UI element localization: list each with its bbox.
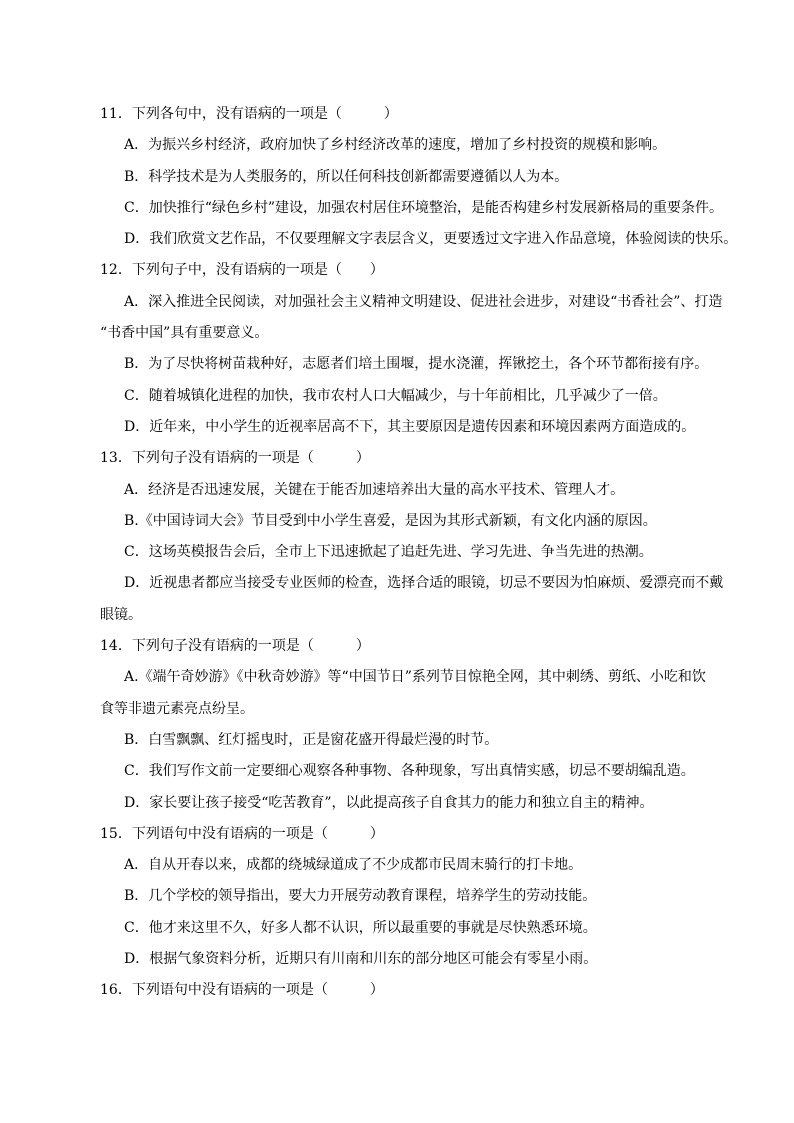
answer-option: A．为振兴乡村经济，政府加快了乡村经济改革的速度，增加了乡村投资的规模和影响。	[124, 137, 667, 154]
answer-option: C．我们写作文前一定要细心观察各种事物、各种现象，写出真情实感，切忌不要胡编乱造。	[124, 763, 695, 780]
answer-option: A．自从开春以来，成都的绕城绿道成了不少成都市民周末骑行的打卡地。	[124, 857, 583, 874]
answer-option: A．经济是否迅速发展，关键在于能否加速培养出大量的高水平技术、管理人才。	[124, 481, 625, 498]
answer-option: D．近年来，中小学生的近视率居高不下，其主要原因是遗传因素和环境因素两方面造成的。	[124, 418, 696, 435]
answer-option: C．随着城镇化进程的加快，我市农村人口大幅减少，与十年前相比，几乎减少了一倍。	[124, 387, 667, 404]
answer-option-continuation: 食等非遗元素亮点纷呈。	[100, 700, 254, 717]
question-block	[100, 255, 725, 443]
answer-option: D．根据气象资料分析，近期只有川南和川东的部分地区可能会有零星小雨。	[124, 951, 598, 968]
answer-option: B．几个学校的领导指出，要大力开展劳动教育课程，培养学生的劳动技能。	[124, 888, 597, 905]
question-block	[100, 819, 725, 975]
question-block	[100, 975, 725, 1006]
answer-option: A．深入推进全民阅读，对加强社会主义精神文明建设、促进社会进步，对建设“书香社会”、打造	[124, 293, 723, 310]
answer-option: B．科学技术是为人类服务的，所以任何科技创新都需要遵循以人为本。	[124, 168, 569, 185]
answer-option: C．这场英模报告会后，全市上下迅速掀起了追赶先进、学习先进、争当先进的热潮。	[124, 544, 653, 561]
question-stem: 13．下列句子没有语病的一项是（ ）	[100, 450, 370, 467]
answer-option: B．为了尽快将树苗栽种好，志愿者们培土围堰，提水浇灌，挥锹挖土，各个环节都衔接有序。	[124, 356, 709, 373]
question-block	[100, 99, 738, 255]
question-stem: 12．下列句子中，没有语病的一项是（ ）	[100, 262, 384, 279]
question-list	[100, 99, 738, 1007]
answer-option: D．家长要让孩子接受“吃苦教育”，以此提高孩子自食其力的能力和独立自主的精神。	[124, 794, 654, 811]
answer-option-continuation: “书香中国”具有重要意义。	[100, 325, 269, 342]
question-block	[100, 631, 725, 819]
question-stem: 15．下列语句中没有语病的一项是（ ）	[100, 825, 384, 842]
answer-option: D．近视患者都应当接受专业医师的检查，选择合适的眼镜，切忌不要因为怕麻烦、爱漂亮而不戴	[124, 575, 724, 592]
answer-option-continuation: 眼镜。	[100, 606, 142, 623]
answer-option: B．白雪飘飘、红灯摇曳时，正是窗花盛开得最烂漫的时节。	[124, 731, 499, 748]
question-stem: 11．下列各句中，没有语病的一项是（ ）	[100, 106, 398, 122]
answer-option: B.《中国诗词大会》节目受到中小学生喜爱，是因为其形式新颖，有文化内涵的原因。	[124, 512, 657, 529]
answer-option: D．我们欣赏文艺作品，不仅要理解文字表层含义，更要透过文字进入作品意境，体验阅读的快乐。	[124, 231, 738, 248]
answer-option: A.《端午奇妙游》《中秋奇妙游》等“中国节日”系列节目惊艳全网，其中刺绣、剪纸、小吃和饮	[124, 669, 706, 686]
question-stem: 14．下列句子没有语病的一项是（ ）	[100, 638, 370, 655]
answer-option: C．加快推行“绿色乡村”建设，加强农村居住环境整治，是能否构建乡村发展新格局的重要条件。	[124, 199, 724, 216]
question-stem: 16．下列语句中没有语病的一项是（ ）	[100, 982, 384, 999]
answer-option: C．他才来这里不久，好多人都不认识，所以最重要的事就是尽快熟悉环境。	[124, 919, 597, 936]
question-block	[100, 443, 725, 631]
